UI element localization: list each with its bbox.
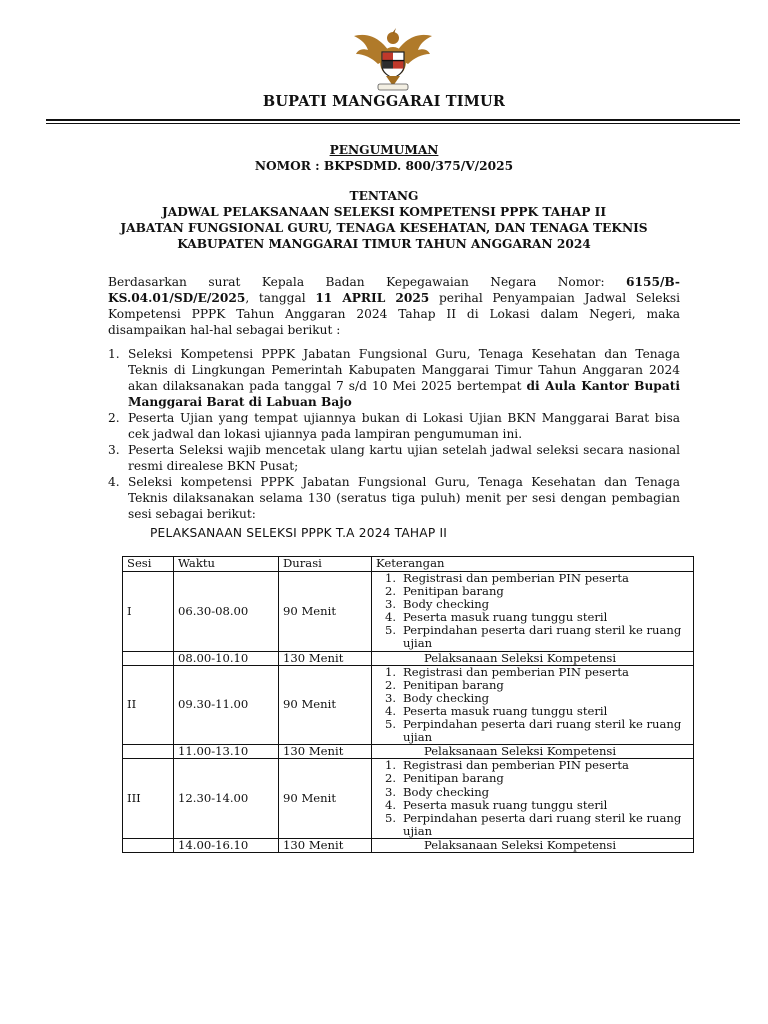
- cell-exam-keterangan: Pelaksanaan Seleksi Kompetensi: [372, 745, 694, 759]
- steps-list: [372, 759, 689, 838]
- institution-title: BUPATI MANGGARAI TIMUR: [262, 93, 506, 110]
- cell-durasi: 90 Menit: [279, 759, 372, 839]
- letterhead-rule-thin: [46, 123, 740, 124]
- announcement-title-line-2: JABATAN FUNGSIONAL GURU, TENAGA KESEHATAN, DAN TENAGA TEKNIS: [120, 221, 648, 235]
- points-list: [108, 346, 680, 522]
- cell-durasi: 90 Menit: [279, 665, 372, 745]
- step-item: 2. Penitipan barang: [384, 771, 504, 786]
- cell-sesi: [123, 838, 174, 852]
- list-item: 1. Seleksi Kompetensi PPPK Jabatan Fungsional Guru, Tenaga Kesehatan dan Tenaga Teknis di Lingkungan Pemerintah Kabupaten Manggarai Timur Tahun Anggaran 2024 akan dilaksanakan pada tanggal 7 s/d 10 Mei 2025 bertempat di Aula Kantor Bupati Manggarai Barat di Labuan Bajo: [108, 347, 680, 409]
- cell-keterangan: [372, 759, 694, 839]
- table-row: [123, 572, 694, 652]
- cell-sesi: [123, 651, 174, 665]
- cell-exam-keterangan: Pelaksanaan Seleksi Kompetensi: [372, 838, 694, 852]
- announcement-type: PENGUMUMAN: [329, 143, 439, 157]
- step-item: 3. Body checking: [384, 690, 490, 705]
- column-header-waktu: Waktu: [174, 557, 279, 572]
- list-item: 2. Peserta Ujian yang tempat ujiannya bukan di Lokasi Ujian BKN Manggarai Barat bisa cek jadwal dan lokasi ujiannya pada lampiran pengumuman ini.: [108, 411, 680, 441]
- schedule-title: PELAKSANAAN SELEKSI PPPK T.A 2024 TAHAP II: [150, 526, 448, 540]
- announcement-title-line-3: KABUPATEN MANGGARAI TIMUR TAHUN ANGGARAN 2024: [177, 237, 591, 251]
- cell-durasi: 90 Menit: [279, 572, 372, 652]
- intro-paragraph: Berdasarkan surat Kepala Badan Kepegawaian Negara Nomor: 6155/B-KS.04.01/SD/E/2025, tanggal 11 APRIL 2025 perihal Penyampaian Jadwal Seleksi Kompetensi PPPK Tahun Anggaran 2024 Tahap II di Lokasi dalam Negeri, maka disampaikan hal-hal sebagai berikut :: [108, 275, 680, 337]
- letter-date: 11 APRIL 2025: [315, 291, 430, 305]
- step-item: 2. Penitipan barang: [384, 584, 504, 599]
- cell-keterangan: [372, 572, 694, 652]
- step-item: 1. Registrasi dan pemberian PIN peserta: [384, 571, 629, 585]
- column-header-keterangan: Keterangan: [372, 557, 694, 572]
- table-row: [123, 665, 694, 745]
- cell-waktu: 09.30-11.00: [174, 665, 279, 745]
- column-header-durasi: Durasi: [279, 557, 372, 572]
- column-header-sesi: Sesi: [123, 557, 174, 572]
- garuda-emblem-icon: [348, 26, 438, 94]
- step-item: 1. Registrasi dan pemberian PIN peserta: [384, 664, 629, 679]
- step-item: 2. Penitipan barang: [384, 677, 504, 692]
- cell-sesi: [123, 745, 174, 759]
- table-row: [123, 759, 694, 839]
- cell-exam-keterangan: Pelaksanaan Seleksi Kompetensi: [372, 651, 694, 665]
- cell-sesi: III: [123, 759, 174, 839]
- step-item: 4. Peserta masuk ruang tunggu steril: [384, 797, 608, 812]
- cell-exam-waktu: 08.00-10.10: [174, 651, 279, 665]
- step-item: 5. Perpindahan peserta dari ruang steril ke ruang ujian: [384, 810, 682, 838]
- table-row-exam: [123, 745, 694, 759]
- table-row-exam: [123, 838, 694, 852]
- announcement-title-line-1: JADWAL PELAKSANAAN SELEKSI KOMPETENSI PPPK TAHAP II: [161, 205, 607, 219]
- cell-exam-durasi: 130 Menit: [279, 745, 372, 759]
- cell-keterangan: [372, 665, 694, 745]
- step-item: 1. Registrasi dan pemberian PIN peserta: [384, 758, 629, 773]
- cell-waktu: 06.30-08.00: [174, 572, 279, 652]
- step-item: 4. Peserta masuk ruang tunggu steril: [384, 703, 608, 718]
- cell-sesi: II: [123, 665, 174, 745]
- cell-exam-waktu: 11.00-13.10: [174, 745, 279, 759]
- announcement-number: NOMOR : BKPSDMD. 800/375/V/2025: [254, 159, 514, 173]
- cell-waktu: 12.30-14.00: [174, 759, 279, 839]
- table-row-exam: [123, 651, 694, 665]
- step-item: 4. Peserta masuk ruang tunggu steril: [384, 610, 608, 625]
- step-item: 5. Perpindahan peserta dari ruang steril ke ruang ujian: [384, 623, 682, 651]
- cell-exam-waktu: 14.00-16.10: [174, 838, 279, 852]
- cell-sesi: I: [123, 572, 174, 652]
- letter-reference: 6155/B-KS.04.01/SD/E/2025: [108, 275, 680, 305]
- step-item: 3. Body checking: [384, 597, 490, 612]
- schedule-table: [122, 556, 694, 853]
- steps-list: [372, 666, 689, 745]
- cell-exam-durasi: 130 Menit: [279, 651, 372, 665]
- list-item: 4. Seleksi kompetensi PPPK Jabatan Fungsional Guru, Tenaga Kesehatan dan Tenaga Teknis dilaksanakan selama 130 (seratus tiga puluh) menit per sesi dengan pembagian sesi sebagai berikut:: [108, 475, 680, 521]
- letterhead-rule: [46, 119, 740, 121]
- cell-exam-durasi: 130 Menit: [279, 838, 372, 852]
- table-header-row: [123, 557, 694, 572]
- announcement-about: TENTANG: [349, 189, 419, 203]
- step-item: 5. Perpindahan peserta dari ruang steril ke ruang ujian: [384, 717, 682, 745]
- list-item: 3. Peserta Seleksi wajib mencetak ulang kartu ujian setelah jadwal seleksi secara nasional resmi direalese BKN Pusat;: [108, 443, 680, 473]
- steps-list: [372, 572, 689, 651]
- step-item: 3. Body checking: [384, 784, 490, 799]
